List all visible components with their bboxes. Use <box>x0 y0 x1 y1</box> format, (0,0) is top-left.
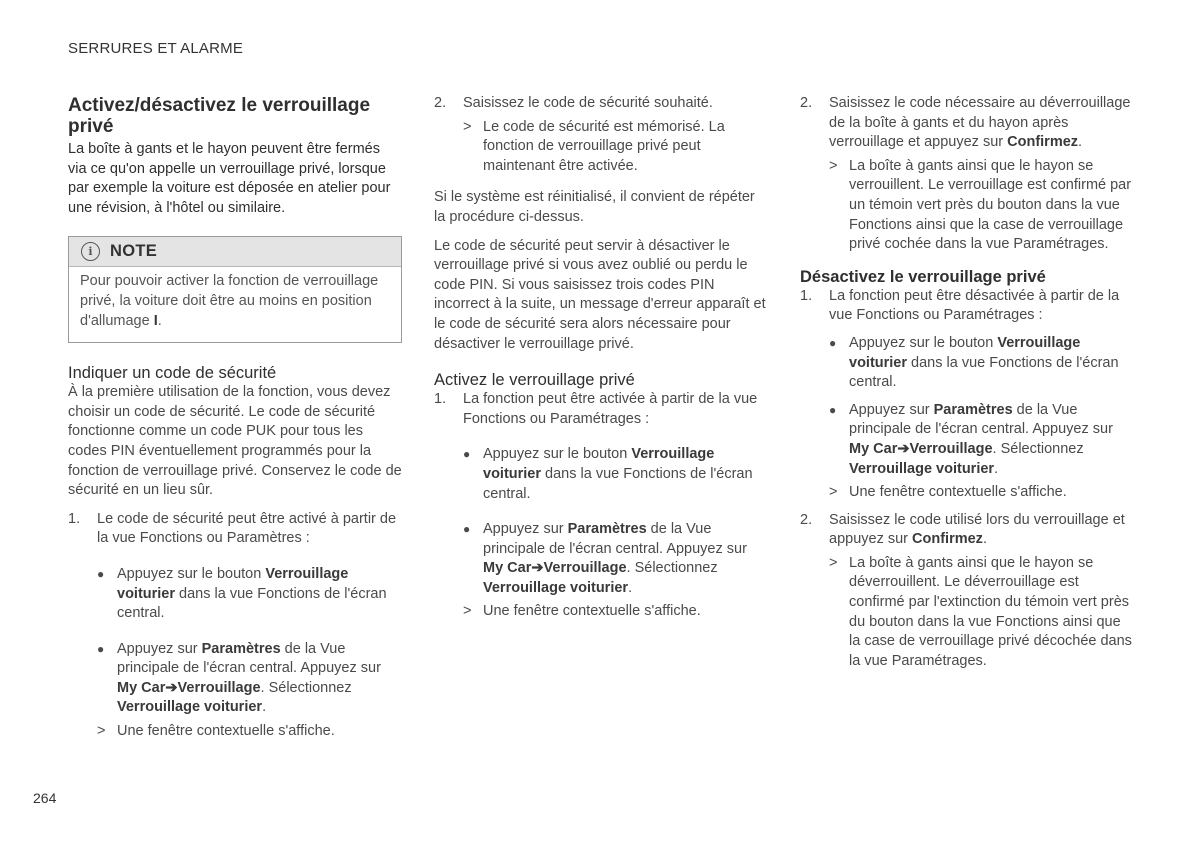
result-item <box>829 554 1134 672</box>
step-number: 2. <box>800 95 813 111</box>
subsection-title: Activez le verrouillage privé <box>434 371 635 390</box>
bullet-text: Appuyez sur le bouton Verrouillage voiturier dans la vue Fonctions de l'écran central. <box>849 334 1119 391</box>
result-icon: > <box>829 484 838 501</box>
note-body <box>69 267 401 342</box>
step-text: Saisissez le code nécessaire au déverrouillage de la boîte à gants et du hayon après verrouillage et appuyez sur Confirmez. <box>829 95 1131 151</box>
result-icon: > <box>97 723 106 740</box>
step-text: La fonction peut être désactivée à partir de la vue Fonctions ou Paramétrages : <box>829 287 1120 324</box>
bullet-icon: ● <box>829 402 837 417</box>
button-name: Verrouillage voiturier <box>117 565 349 602</box>
bullet-item <box>829 401 1134 479</box>
result-item <box>829 157 1134 255</box>
intro-paragraph: La boîte à gants et le hayon peuvent être fermés via ce qu'on appelle un verrouillage privé, lorsque par exemple la voiture est déposée en atelier pour une révision, à l'hôtel ou similaire. <box>68 141 391 216</box>
step-number: 1. <box>434 391 447 408</box>
arrow-right-icon: ➔ <box>165 679 178 696</box>
bullet-item <box>463 520 768 598</box>
note-title: NOTE <box>110 242 158 261</box>
column-2 <box>434 94 768 622</box>
bullet-icon: ● <box>97 566 105 581</box>
bullet-item <box>829 334 1134 393</box>
result-text: Une fenêtre contextuelle s'affiche. <box>117 723 335 740</box>
result-text: La boîte à gants ainsi que le hayon se verrouillent. Le verrouillage est confirmé par un témoin vert près du bouton dans la vue Fonctions ainsi que la case de verrouillage privé cochée dans la vue Paramétrages. <box>849 157 1132 253</box>
step-item <box>434 390 768 429</box>
result-text: Une fenêtre contextuelle s'affiche. <box>849 484 1067 501</box>
result-item <box>829 483 1134 503</box>
column-1 <box>68 95 402 742</box>
paragraph: Si le système est réinitialisé, il convient de répéter la procédure ci-dessus. <box>434 189 755 225</box>
result-text: La boîte à gants ainsi que le hayon se déverrouillent. Le déverrouillage est confirmé par l'extinction du témoin vert près du bouton dans la vue Fonctions ainsi que la case de verrouillage privé décochée dans la vue Paramétrages. <box>849 554 1132 669</box>
result-icon: > <box>463 603 472 620</box>
step-number: 2. <box>434 95 447 111</box>
result-text: Une fenêtre contextuelle s'affiche. <box>483 603 701 620</box>
bullet-icon: ● <box>463 447 471 462</box>
step-item <box>434 94 768 114</box>
bullet-text: Appuyez sur Paramètres de la Vue principale de l'écran central. Appuyez sur My Car➔Verrouillage. Sélectionnez Verrouillage voiturier. <box>117 640 381 716</box>
step-text: Saisissez le code utilisé lors du verrouillage et appuyez sur Confirmez. <box>829 511 1125 548</box>
result-text: Le code de sécurité est mémorisé. La fonction de verrouillage privé peut maintenant être activée. <box>483 118 725 174</box>
column-3 <box>800 94 1134 671</box>
step-text: Saisissez le code de sécurité souhaité. <box>463 95 713 111</box>
step-item <box>800 287 1134 326</box>
result-item <box>463 118 768 177</box>
arrow-right-icon: ➔ <box>531 560 544 577</box>
result-icon: > <box>463 118 472 135</box>
step-number: 2. <box>800 511 813 528</box>
subsection-paragraph: À la première utilisation de la fonction, vous devez choisir un code de sécurité. Le code de sécurité fonctionne comme un code PUK pour tous les codes PIN éventuellement programmés pour la fonction de verrouillage privé. Conservez le code de sécurité en un lieu sûr. <box>68 384 402 499</box>
subsection-title: Désactivez le verrouillage privé <box>800 267 1046 286</box>
result-icon: > <box>829 157 838 174</box>
note-ignition-position: I <box>153 312 158 329</box>
page-number: 264 <box>33 790 57 806</box>
page-header: SERRURES ET ALARME <box>68 40 244 57</box>
step-number: 1. <box>800 287 813 304</box>
bullet-text: Appuyez sur le bouton Verrouillage voiturier dans la vue Fonctions de l'écran central. <box>117 565 387 622</box>
arrow-right-icon: ➔ <box>897 440 910 457</box>
bullet-icon: ● <box>97 641 105 656</box>
bullet-item <box>463 445 768 504</box>
bullet-icon: ● <box>829 335 837 350</box>
bullet-text: Appuyez sur le bouton Verrouillage voiturier dans la vue Fonctions de l'écran central. <box>483 446 753 502</box>
section-title: Activez/désactivez le verrouillage privé <box>68 95 371 137</box>
result-icon: > <box>829 554 838 571</box>
note-box <box>68 236 402 343</box>
bullet-item <box>97 640 402 718</box>
note-header <box>69 237 401 267</box>
step-item <box>800 511 1134 550</box>
bullet-text: Appuyez sur Paramètres de la Vue principale de l'écran central. Appuyez sur My Car➔Verrouillage. Sélectionnez Verrouillage voiturier. <box>849 401 1113 477</box>
note-end: . <box>157 312 162 329</box>
bullet-item <box>97 565 402 624</box>
step-text: Le code de sécurité peut être activé à partir de la vue Fonctions ou Paramètres : <box>97 510 397 547</box>
result-item <box>463 602 768 622</box>
note-text: Pour pouvoir activer la fonction de verrouillage privé, la voiture doit être au moins en position d'allumage <box>80 273 379 329</box>
result-item <box>97 722 402 742</box>
step-number: 1. <box>68 510 81 527</box>
step-item <box>800 94 1134 153</box>
paragraph: Le code de sécurité peut servir à désactiver le verrouillage privé si vous avez oublié ou perdu le code PIN. Si vous saisissez trois codes PIN incorrect à la suite, un message d'erreur apparaît et le code de sécurité sera alors nécessaire pour désactiver le verrouillage privé. <box>434 237 766 352</box>
subsection-title: Indiquer un code de sécurité <box>68 364 277 383</box>
info-icon: i <box>81 242 100 261</box>
bullet-icon: ● <box>463 522 471 537</box>
step-text: La fonction peut être activée à partir de la vue Fonctions ou Paramétrages : <box>463 391 758 427</box>
bullet-text: Appuyez sur Paramètres de la Vue principale de l'écran central. Appuyez sur My Car➔Verrouillage. Sélectionnez Verrouillage voiturier. <box>483 521 747 596</box>
step-item <box>68 510 402 549</box>
